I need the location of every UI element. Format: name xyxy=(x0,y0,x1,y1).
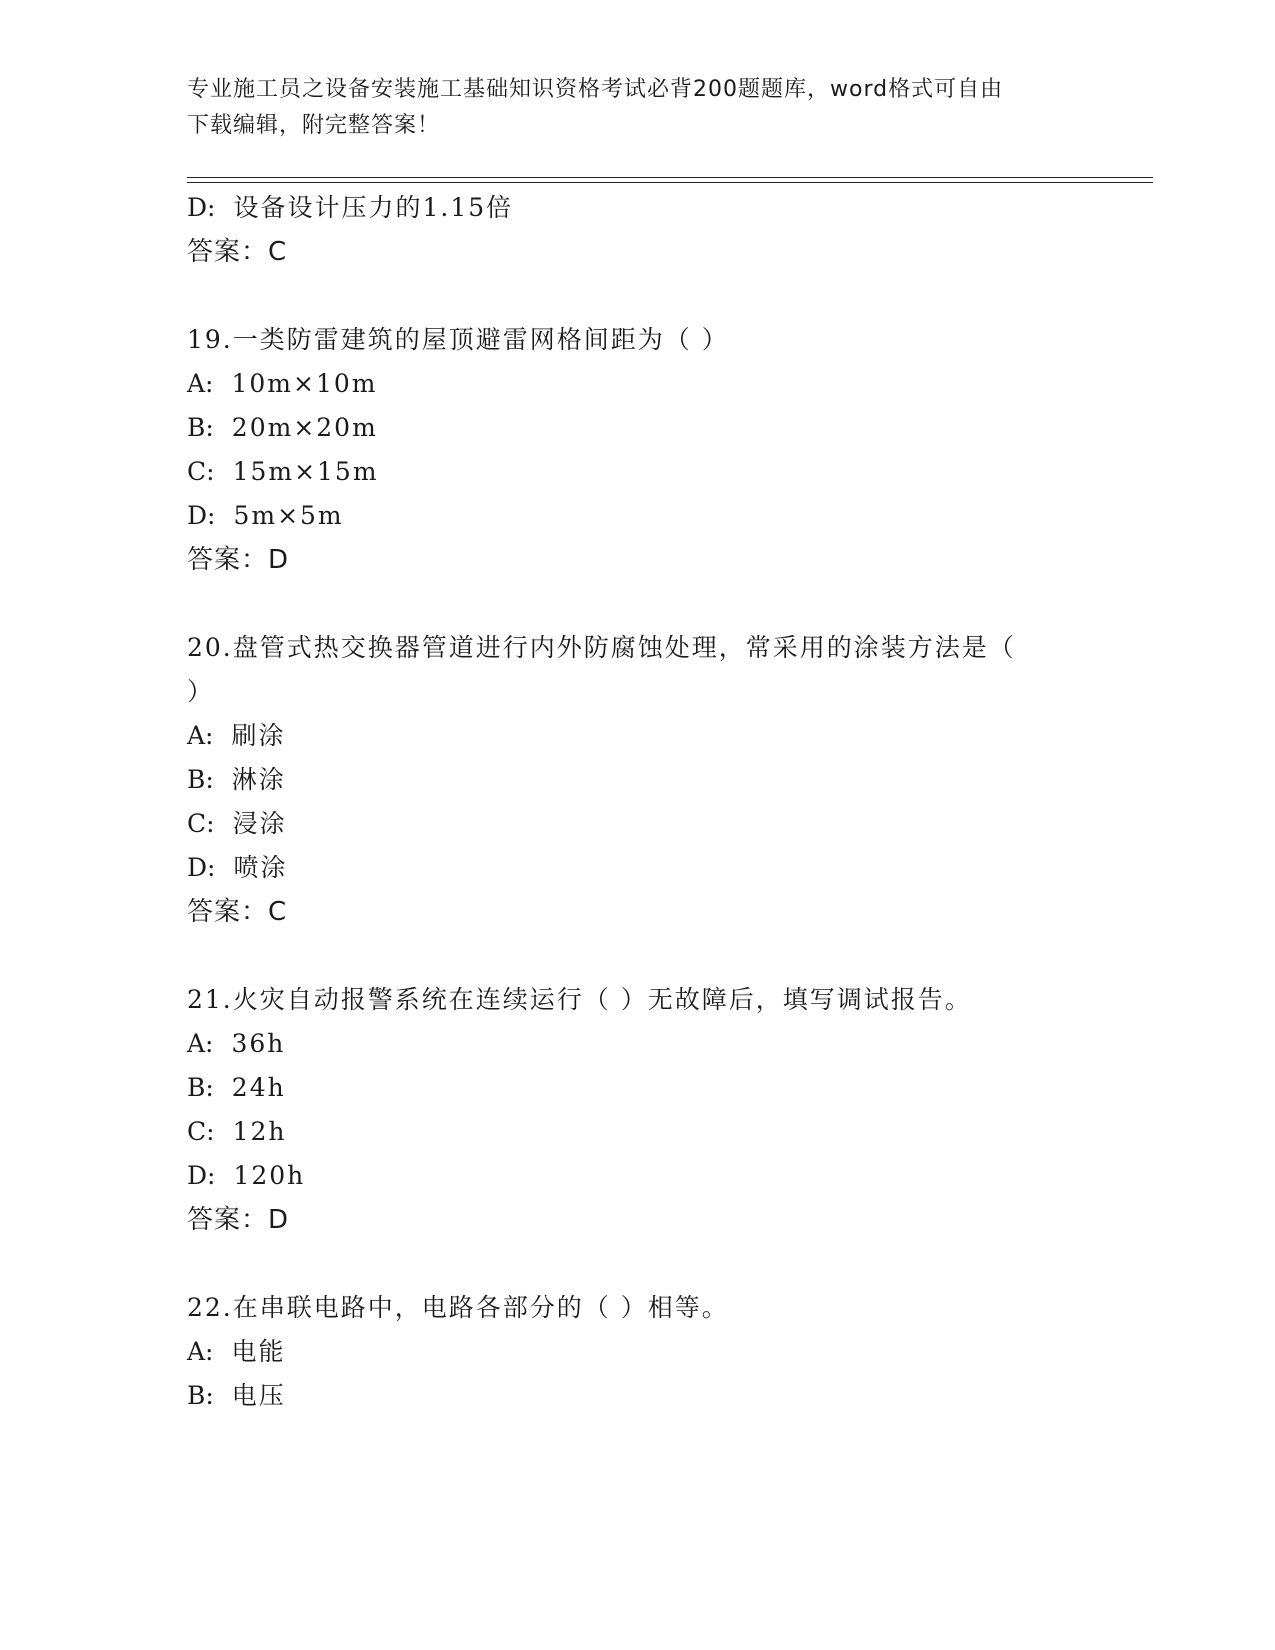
header-line-2: 下载编辑，附完整答案！ xyxy=(187,113,441,138)
option-label: B: xyxy=(187,1073,214,1102)
option-label: C: xyxy=(187,457,215,486)
question-20-option-a xyxy=(187,714,286,758)
question-19-title: 19.一类防雷建筑的屋顶避雷网格间距为（ ） xyxy=(187,325,729,354)
header-divider-top xyxy=(187,177,1153,178)
option-text: 20m×20m xyxy=(231,413,378,442)
option-label: C: xyxy=(187,809,215,838)
question-20-option-b xyxy=(187,758,286,802)
prev-answer: 答案：C xyxy=(187,237,288,267)
option-label: A: xyxy=(187,721,214,750)
option-text: 刷涂 xyxy=(231,721,286,750)
question-20-option-c xyxy=(187,802,287,846)
option-label: D: xyxy=(187,501,216,530)
prev-option-d xyxy=(187,186,513,230)
option-label: B: xyxy=(187,765,214,794)
option-label: D: xyxy=(187,193,216,222)
option-text: 120h xyxy=(233,1161,306,1190)
option-label: A: xyxy=(187,1337,214,1366)
question-19-option-a xyxy=(187,362,377,406)
option-label: D: xyxy=(187,853,216,882)
option-text: 喷涂 xyxy=(233,853,288,882)
question-19-answer: 答案：D xyxy=(187,545,290,575)
question-20-title-continued: ） xyxy=(187,677,215,706)
question-21-answer: 答案：D xyxy=(187,1205,290,1235)
option-label: A: xyxy=(187,1029,214,1058)
question-21-option-c xyxy=(187,1110,286,1154)
question-19-option-b xyxy=(187,406,378,450)
option-text: 电压 xyxy=(231,1381,286,1410)
question-20-option-d xyxy=(187,846,287,890)
question-19-option-c xyxy=(187,450,379,494)
header-divider-bottom xyxy=(187,182,1153,183)
option-label: C: xyxy=(187,1117,215,1146)
option-label: D: xyxy=(187,1161,216,1190)
question-22-title: 22.在串联电路中，电路各部分的（ ）相等。 xyxy=(187,1293,729,1322)
question-22-option-a xyxy=(187,1330,286,1374)
option-text: 浸涂 xyxy=(232,809,287,838)
question-20-title: 20.盘管式热交换器管道进行内外防腐蚀处理，常采用的涂装方法是（ xyxy=(187,633,1016,662)
document-header xyxy=(187,72,1087,144)
option-text: 5m×5m xyxy=(233,501,344,530)
question-19-option-d xyxy=(187,494,344,538)
question-21-option-a xyxy=(187,1022,285,1066)
option-text: 电能 xyxy=(231,1337,286,1366)
option-label: B: xyxy=(187,413,214,442)
option-text: 24h xyxy=(231,1073,286,1102)
option-text: 15m×15m xyxy=(232,457,379,486)
question-21-option-b xyxy=(187,1066,286,1110)
option-label: B: xyxy=(187,1381,214,1410)
option-text: 淋涂 xyxy=(231,765,286,794)
option-label: A: xyxy=(187,369,214,398)
question-21-option-d xyxy=(187,1154,305,1198)
question-22-option-b xyxy=(187,1374,286,1418)
option-text: 10m×10m xyxy=(231,369,378,398)
question-20-answer: 答案：C xyxy=(187,897,288,927)
question-21-title: 21.火灾自动报警系统在连续运行（ ）无故障后，填写调试报告。 xyxy=(187,985,972,1014)
option-text: 36h xyxy=(231,1029,286,1058)
option-text: 12h xyxy=(232,1117,287,1146)
header-line-1: 专业施工员之设备安装施工基础知识资格考试必背200题题库，word格式可自由 xyxy=(187,77,1004,102)
option-text: 设备设计压力的1.15倍 xyxy=(233,193,514,222)
